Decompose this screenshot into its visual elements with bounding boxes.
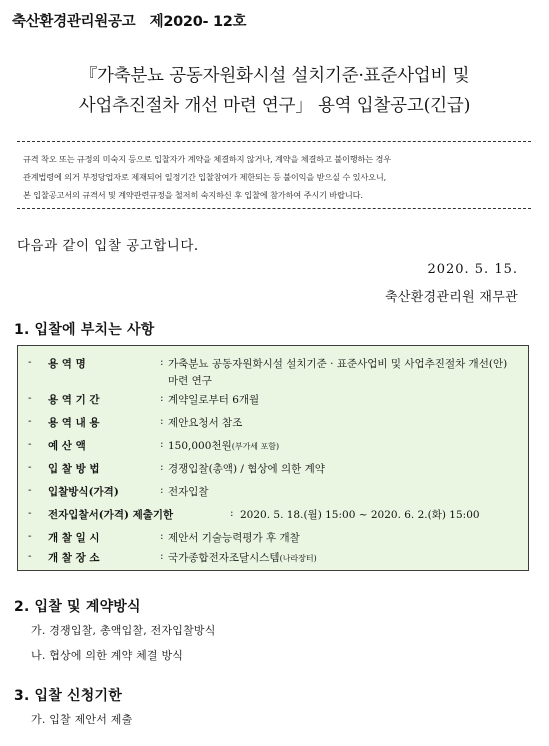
detail-value: 제안요청서 참조: [168, 417, 243, 429]
detail-value: 가축분뇨 공동자원화시설 설치기준 · 표준사업비 및 사업추진절차 개선(안) 마련 연구: [168, 358, 508, 387]
section3-title: 3. 입찰 신청기한: [14, 688, 122, 704]
detail-label: 용 역 내 용: [48, 417, 100, 429]
detail-value: 계약일로부터 6개월: [168, 394, 260, 406]
section1-title: 1. 입찰에 부치는 사항: [14, 322, 155, 338]
document-title-line2: 사업추진절차 개선 마련 연구」 용역 입찰공고(긴급): [78, 96, 471, 116]
section2-item-1: 가. 경쟁입찰, 총액입찰, 전자입찰방식: [31, 624, 216, 637]
notice-header: [12, 10, 246, 31]
detail-value: 제안서 기술능력평가 후 개찰: [168, 532, 300, 544]
notice-date: 2020. 5. 15.: [427, 262, 518, 277]
detail-label: 전자입찰서(가격) 제출기한: [48, 509, 174, 521]
detail-label: 용 역 명: [48, 358, 86, 370]
bid-details-box: - 용 역 명 : 가축분뇨 공동자원화시설 설치기준 · 표준사업비 및 사업추진절차 개선(안) 마련 연구 - 용 역 기 간 : 계약일로부터 6개월 - 용 역 내 용 : 제안요청서 참조 - 예 산 액 : 150,000천원(부가세 포함) - 입 찰 방 법 : 경쟁입찰(총액) / 협상에 의한 계약 - 입찰방식(가격) : 전자입찰 - 전자입찰서(가격) 제출기한 : 2020. 5. 18.(월) 15:00 ~ 2020. 6. 2.(화) 15:00 - 개 찰 일 시 : 제안서 기술능력평가 후 개찰 - 개 찰 장 소 : 국가종합전자조달시스템(나라장터): [17, 345, 529, 571]
detail-label: 입찰방식(가격): [48, 486, 119, 498]
detail-label: 예 산 액: [48, 440, 86, 452]
intro-text: 다음과 같이 입찰 공고합니다.: [17, 238, 199, 254]
detail-label: 개 찰 장 소: [48, 552, 100, 564]
caution-line-2: 관계법령에 의거 부정당업자로 제재되어 일정기간 입찰참여가 제한되는 등 불이익을 받으실 수 있사오니,: [23, 172, 387, 182]
detail-label: 입 찰 방 법: [48, 463, 100, 475]
detail-value: 150,000천원(부가세 포함): [168, 440, 280, 452]
budget-note: (부가세 포함): [231, 442, 280, 451]
detail-label: 용 역 기 간: [48, 394, 100, 406]
detail-value: 2020. 5. 18.(월) 15:00 ~ 2020. 6. 2.(화) 15:00: [240, 509, 480, 521]
detail-label: 개 찰 일 시: [48, 532, 100, 544]
org-notice-label: 축산환경관리원공고: [12, 14, 136, 30]
section3-item-1: 가. 입찰 제안서 제출: [31, 713, 133, 726]
place-note: (나라장터): [279, 554, 317, 563]
caution-notice-box: [17, 141, 531, 209]
document-title-line1: 『가축분뇨 공동자원화시설 설치기준·표준사업비 및: [79, 66, 470, 86]
notice-number: 제2020- 12호: [149, 14, 247, 30]
caution-line-3: 본 입찰공고서의 규격서 및 계약관련규정을 철저히 숙지하신 후 입찰에 참가하여 주시기 바랍니다.: [23, 190, 363, 200]
section2-title: 2. 입찰 및 계약방식: [14, 599, 141, 615]
caution-line-1: 규격 착오 또는 규정의 미숙지 등으로 입찰자가 계약을 체결하지 않거나, 계약을 체결하고 불이행하는 경우: [23, 154, 391, 164]
detail-value: 전자입찰: [168, 486, 209, 498]
section2-item-2: 나. 협상에 의한 계약 체결 방식: [31, 649, 184, 662]
detail-value: 경쟁입찰(총액) / 협상에 의한 계약: [168, 463, 325, 475]
org-signature: 축산환경관리원 재무관: [384, 290, 518, 305]
detail-value: 국가종합전자조달시스템(나라장터): [168, 552, 317, 564]
